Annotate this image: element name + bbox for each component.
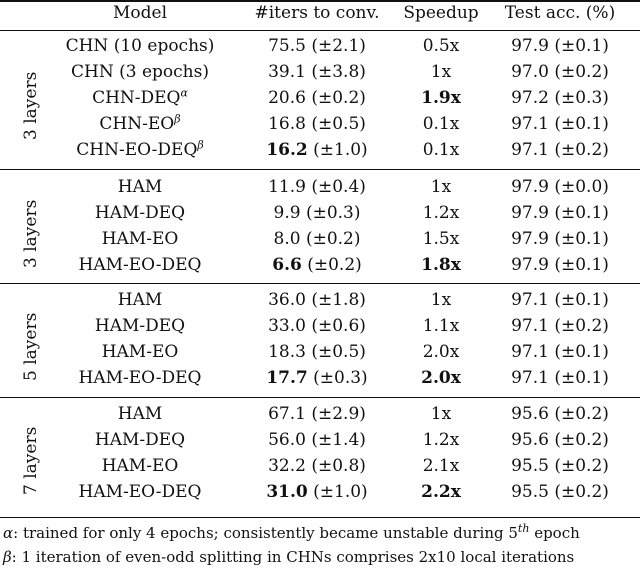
- acc-value: 95.6: [511, 404, 549, 424]
- speedup-value: 2.0x: [422, 342, 460, 362]
- acc-value: 97.1: [511, 342, 549, 362]
- acc-cell: [511, 35, 609, 57]
- acc-std: (±0.0): [554, 177, 609, 197]
- acc-cell: [511, 481, 609, 503]
- acc-std: (±0.2): [554, 140, 609, 160]
- iters-std: (±0.5): [311, 114, 366, 134]
- model-name: HAM: [117, 290, 163, 310]
- acc-std: (±0.2): [554, 316, 609, 336]
- acc-std: (±0.1): [554, 368, 609, 388]
- footnote-text: : 1 iteration of even-odd splitting in CHNs comprises 2x10 local iterations: [11, 548, 575, 566]
- footnote-tail: epoch: [529, 524, 580, 542]
- iters-value: 9.9: [273, 203, 301, 223]
- iters-std: (±2.9): [311, 404, 366, 424]
- iters-std: (±0.2): [311, 88, 366, 108]
- header-iters: #iters to conv.: [254, 3, 380, 23]
- model-name: HAM-EO-DEQ: [78, 482, 202, 502]
- model-name-cell: [95, 315, 185, 337]
- model-name: HAM: [117, 404, 163, 424]
- acc-std: (±0.1): [554, 342, 609, 362]
- iters-value: 75.5: [268, 36, 306, 56]
- header-acc: Test acc. (%): [504, 3, 616, 23]
- speedup-value: 1.2x: [422, 203, 460, 223]
- acc-value: 97.1: [511, 140, 549, 160]
- iters-cell: [268, 87, 366, 109]
- model-name: HAM-EO: [101, 342, 179, 362]
- model-footnote-marker: β: [197, 138, 204, 152]
- model-name-cell: [79, 254, 202, 276]
- header-speedup: Speedup: [403, 3, 479, 23]
- header-model: Model: [112, 3, 168, 23]
- acc-cell: [511, 87, 609, 109]
- model-name-cell: [79, 367, 202, 389]
- model-name: CHN (3 epochs): [71, 62, 209, 82]
- acc-cell: [511, 254, 609, 276]
- acc-cell: [511, 367, 609, 389]
- model-name: CHN-EO-DEQ: [76, 140, 198, 160]
- model-name-cell: [102, 455, 179, 477]
- iters-std: (±3.8): [311, 62, 366, 82]
- iters-cell: [274, 202, 361, 224]
- iters-cell: [268, 403, 366, 425]
- acc-cell: [511, 176, 609, 198]
- speedup-value: 0.1x: [422, 140, 460, 160]
- footnote-text: : trained for only 4 epochs; consistently became unstable during 5: [13, 524, 518, 542]
- acc-std: (±0.2): [554, 456, 609, 476]
- speedup-value: 0.5x: [422, 36, 460, 56]
- speedup-value: 1x: [430, 177, 452, 197]
- model-name: CHN (10 epochs): [65, 36, 215, 56]
- iters-cell: [266, 139, 367, 161]
- iters-std: (±1.4): [311, 430, 366, 450]
- acc-cell: [511, 341, 609, 363]
- iters-std: (±0.3): [305, 203, 361, 223]
- iters-cell: [268, 35, 366, 57]
- iters-std: (±2.1): [311, 36, 366, 56]
- iters-value: 8.0: [273, 229, 301, 249]
- iters-value: 36.0: [268, 290, 306, 310]
- acc-cell: [511, 61, 609, 83]
- acc-cell: [511, 403, 609, 425]
- model-name: HAM-EO-DEQ: [78, 255, 202, 275]
- acc-std: (±0.1): [554, 114, 609, 134]
- iters-cell: [268, 61, 366, 83]
- speedup-value: 1.8x: [421, 255, 461, 275]
- iters-value: 56.0: [268, 430, 306, 450]
- model-name-cell: [102, 228, 179, 250]
- group-label: 7 layers: [21, 426, 41, 495]
- iters-std: (±1.0): [313, 482, 368, 502]
- group-divider: [0, 283, 640, 284]
- acc-value: 97.2: [511, 88, 549, 108]
- model-name: HAM-DEQ: [94, 203, 186, 223]
- model-name-cell: [118, 176, 163, 198]
- acc-cell: [511, 202, 609, 224]
- acc-cell: [511, 139, 609, 161]
- speedup-value: 2.2x: [421, 482, 461, 502]
- group-divider: [0, 30, 640, 31]
- acc-std: (±0.1): [554, 203, 609, 223]
- iters-std: (±0.3): [313, 368, 368, 388]
- speedup-value: 1.5x: [422, 229, 460, 249]
- model-name-cell: [66, 35, 215, 57]
- iters-value: 11.9: [268, 177, 306, 197]
- footnote-symbol: β: [3, 548, 12, 566]
- acc-cell: [511, 113, 609, 135]
- acc-value: 95.5: [511, 456, 549, 476]
- speedup-value: 2.0x: [421, 368, 461, 388]
- model-name: HAM-EO: [101, 229, 179, 249]
- iters-std: (±0.4): [311, 177, 366, 197]
- iters-value: 16.8: [268, 114, 306, 134]
- model-name-cell: [118, 289, 163, 311]
- iters-value: 20.6: [268, 88, 306, 108]
- iters-cell: [274, 228, 361, 250]
- speedup-value: 1x: [430, 404, 452, 424]
- iters-cell: [272, 254, 362, 276]
- acc-std: (±0.2): [554, 430, 609, 450]
- iters-cell: [268, 429, 366, 451]
- acc-std: (±0.2): [554, 404, 609, 424]
- group-label: 3 layers: [21, 199, 41, 268]
- speedup-value: 2.1x: [422, 456, 460, 476]
- acc-value: 97.9: [511, 229, 549, 249]
- group-divider: [0, 397, 640, 398]
- model-name-cell: [118, 403, 163, 425]
- model-name: CHN-DEQ: [92, 88, 181, 108]
- acc-value: 97.0: [511, 62, 549, 82]
- speedup-value: 1x: [430, 62, 452, 82]
- iters-value: 6.6: [272, 255, 302, 275]
- iters-cell: [268, 176, 366, 198]
- group-divider: [0, 517, 640, 518]
- acc-value: 95.6: [511, 430, 549, 450]
- model-name: HAM-EO: [101, 456, 179, 476]
- iters-std: (±0.2): [305, 229, 361, 249]
- iters-value: 67.1: [268, 404, 306, 424]
- acc-value: 97.9: [511, 203, 549, 223]
- iters-value: 32.2: [268, 456, 306, 476]
- footnote-symbol: α: [3, 524, 14, 542]
- iters-std: (±1.8): [311, 290, 366, 310]
- acc-std: (±0.1): [554, 255, 609, 275]
- footnote: [3, 547, 574, 567]
- iters-std: (±1.0): [313, 140, 368, 160]
- footnote-ordinal: th: [517, 522, 530, 535]
- model-name-cell: [92, 87, 188, 109]
- iters-value: 33.0: [268, 316, 306, 336]
- model-footnote-marker: β: [174, 112, 181, 126]
- iters-value: 18.3: [268, 342, 306, 362]
- acc-std: (±0.1): [554, 36, 609, 56]
- iters-std: (±0.6): [311, 316, 366, 336]
- acc-value: 97.1: [511, 114, 549, 134]
- speedup-value: 1.9x: [421, 88, 461, 108]
- model-name: HAM: [117, 177, 163, 197]
- group-label: 3 layers: [21, 71, 41, 140]
- model-name-cell: [71, 61, 209, 83]
- model-name-cell: [99, 113, 180, 135]
- model-name-cell: [79, 481, 202, 503]
- iters-cell: [268, 289, 366, 311]
- speedup-value: 1.2x: [422, 430, 460, 450]
- model-name-cell: [95, 429, 185, 451]
- iters-value: 31.0: [266, 482, 308, 502]
- iters-std: (±0.5): [311, 342, 366, 362]
- speedup-value: 0.1x: [422, 114, 460, 134]
- footnote: [3, 523, 580, 543]
- iters-value: 39.1: [268, 62, 306, 82]
- acc-value: 97.1: [511, 368, 549, 388]
- acc-std: (±0.1): [554, 229, 609, 249]
- acc-cell: [511, 315, 609, 337]
- model-name-cell: [95, 202, 185, 224]
- model-name: HAM-DEQ: [94, 316, 186, 336]
- acc-std: (±0.2): [554, 482, 609, 502]
- acc-std: (±0.3): [554, 88, 609, 108]
- acc-std: (±0.2): [554, 62, 609, 82]
- acc-value: 95.5: [511, 482, 549, 502]
- iters-cell: [266, 481, 367, 503]
- speedup-value: 1.1x: [422, 316, 460, 336]
- acc-std: (±0.1): [554, 290, 609, 310]
- iters-cell: [268, 455, 366, 477]
- model-name: HAM-EO-DEQ: [78, 368, 202, 388]
- acc-cell: [511, 429, 609, 451]
- model-name-cell: [76, 139, 204, 161]
- iters-value: 17.7: [266, 368, 308, 388]
- model-name-cell: [102, 341, 179, 363]
- model-name: CHN-EO: [99, 114, 175, 134]
- iters-cell: [266, 367, 367, 389]
- speedup-value: 1x: [430, 290, 452, 310]
- iters-cell: [268, 113, 366, 135]
- acc-cell: [511, 228, 609, 250]
- acc-value: 97.9: [511, 177, 549, 197]
- iters-value: 16.2: [266, 140, 308, 160]
- acc-value: 97.9: [511, 255, 549, 275]
- acc-value: 97.9: [511, 36, 549, 56]
- group-label: 5 layers: [21, 312, 41, 381]
- iters-std: (±0.8): [311, 456, 366, 476]
- acc-value: 97.1: [511, 316, 549, 336]
- acc-value: 97.1: [511, 290, 549, 310]
- acc-cell: [511, 289, 609, 311]
- acc-cell: [511, 455, 609, 477]
- group-divider: [0, 169, 640, 170]
- model-name: HAM-DEQ: [94, 430, 186, 450]
- model-footnote-marker: α: [180, 86, 188, 100]
- iters-cell: [268, 341, 366, 363]
- iters-cell: [268, 315, 366, 337]
- iters-std: (±0.2): [307, 255, 362, 275]
